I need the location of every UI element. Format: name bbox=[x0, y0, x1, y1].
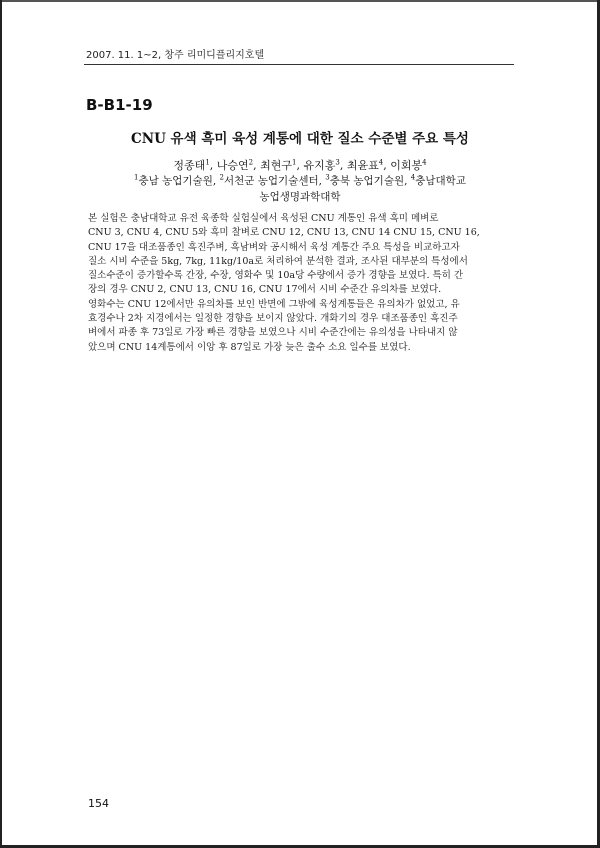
author-name: 최현구 bbox=[260, 159, 293, 172]
affiliation-mark: 1 bbox=[134, 173, 139, 182]
affiliation-mark: 2 bbox=[219, 173, 224, 182]
abstract-code: B-B1-19 bbox=[86, 96, 153, 114]
affiliation-mark: 3 bbox=[325, 173, 330, 182]
affiliation-line bbox=[0, 173, 600, 188]
author-separator: , bbox=[253, 159, 261, 172]
affiliation-mark: 4 bbox=[410, 173, 416, 182]
author-affiliation-mark: 1 bbox=[205, 158, 210, 167]
author-name: 정종태 bbox=[173, 159, 206, 172]
affiliation-text: 충남대학교 bbox=[415, 175, 466, 187]
page-number: 154 bbox=[88, 797, 109, 810]
author-separator: , bbox=[209, 159, 217, 172]
author-affiliation-mark: 3 bbox=[335, 158, 340, 167]
abstract-paragraph: 영화수는 CNU 12에서만 유의차를 보인 반면에 그밖에 육성계통들은 유의차가 없었고, 유 효경수나 2차 지경에서는 일정한 경향을 보이지 않았다. 개화기의 경우 대조품종인 흑진주 벼에서 파종 후 73일로 가장 빠른 경향을 보였으나 시비 수준간에는 유의성을 나타내지 않 았으며 CNU 14계통에서 이앙 후 87일로 가장 늦은 출수 소요 일수를 보였다. bbox=[88, 298, 460, 353]
author-name: 유지홍 bbox=[303, 159, 336, 172]
author-affiliation-mark: 4 bbox=[378, 158, 384, 167]
author-separator: , bbox=[383, 159, 391, 172]
abstract-paragraph: 본 실험은 충남대학교 유전 육종학 실험실에서 육성된 CNU 계통인 유색 흑미 메벼로 CNU 3, CNU 4, CNU 5와 흑미 찰벼로 CNU 12, CNU 13, CNU 14 CNU 15, CNU 16, CNU 17을 대조품종인 흑진주벼, 흑남벼와 공시해서 육성 계통간 주요 특성을 비교하고자 질소 시비 수준을 5kg, 7kg, 11kg/10a로 처리하여 분석한 결과, 조사된 대부분의 특성에서 질소수준이 증가할수록 간장, 수장, 영화수 및 10a당 수량에서 증가 경향을 보였다. 특히 간 장의 경우 CNU 2, CNU 13, CNU 16, CNU 17에서 시비 수준간 유의차를 보였다. bbox=[88, 213, 480, 296]
page-border-top bbox=[0, 0, 600, 2]
author-affiliation-mark: 1 bbox=[292, 158, 297, 167]
author-name: 이회봉 bbox=[390, 159, 423, 172]
author-name: 최윤표 bbox=[346, 159, 379, 172]
header-rule bbox=[84, 64, 514, 65]
affiliation-line-2: 농업생명과학대학 bbox=[259, 191, 341, 203]
affiliation-text: 충북 농업기술원, bbox=[329, 175, 411, 187]
affiliation-text: 충남 농업기술원, bbox=[138, 175, 220, 187]
affiliation-text: 서천군 농업기술센터, bbox=[223, 175, 326, 187]
author-name: 나승연 bbox=[216, 159, 249, 172]
abstract-body bbox=[88, 212, 516, 355]
author-affiliation-mark: 4 bbox=[422, 158, 427, 167]
author-affiliation-mark: 2 bbox=[248, 158, 254, 167]
running-header: 2007. 11. 1~2, 창주 리미디플리지호텔 bbox=[86, 50, 265, 61]
paper-title: CNU 유색 흑미 육성 계통에 대한 질소 수준별 주요 특성 bbox=[131, 131, 469, 147]
author-separator: , bbox=[296, 159, 304, 172]
author-list bbox=[0, 157, 600, 173]
author-separator: , bbox=[339, 159, 347, 172]
